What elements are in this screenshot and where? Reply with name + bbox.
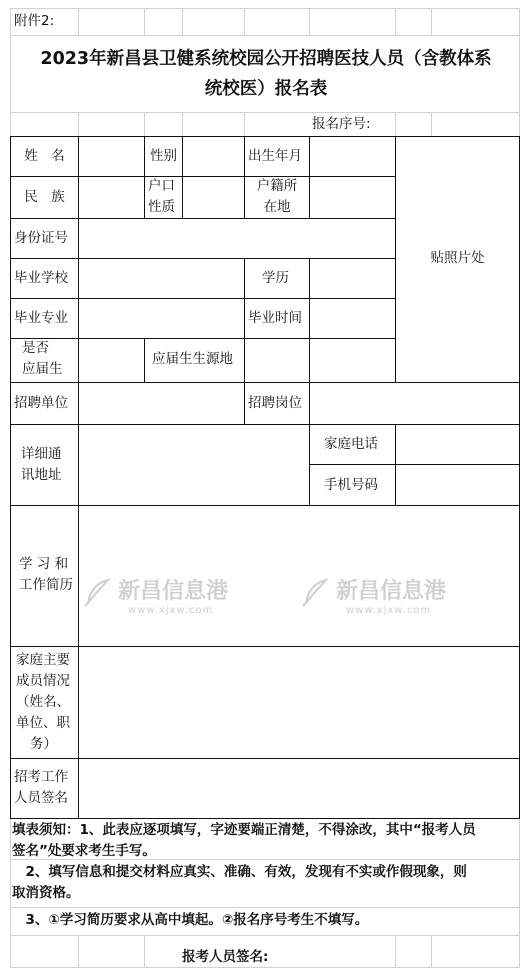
serial-number-label: 报名序号:: [312, 116, 371, 132]
school-label: 毕业学校: [14, 270, 68, 286]
note-1-line1: 填表须知：1、此表应逐项填写，字迹要端正清楚，不得涂改，其中“报考人员: [12, 822, 476, 838]
address-label-line1: 详细通: [21, 446, 62, 462]
feather-logo-icon: [82, 577, 112, 607]
ethnicity-label: 民 族: [24, 189, 65, 205]
fresh-origin-label: 应届生生源地: [152, 351, 233, 367]
grad-time-input[interactable]: [310, 299, 395, 338]
fresh-graduate-label-line2: 应届生: [22, 361, 63, 377]
id-number-input[interactable]: [79, 219, 395, 258]
id-number-label: 身份证号: [14, 230, 68, 246]
form-title: [12, 44, 520, 104]
applicant-signature-field[interactable]: [280, 938, 395, 966]
family-input[interactable]: [79, 647, 519, 758]
degree-input[interactable]: [310, 259, 395, 298]
hukou-place-label-line1: 户籍所: [256, 178, 298, 194]
gender-input[interactable]: [183, 137, 244, 176]
birth-input[interactable]: [310, 137, 395, 176]
gender-label: 性别: [150, 148, 177, 164]
note-2-line2: 取消资格。: [12, 885, 80, 901]
note-2-line1: 2、填写信息和提交材料应真实、准确、有效，发现有不实或作假现象，则: [12, 864, 467, 880]
watermark-url: www.xjxw.com: [128, 605, 214, 616]
resume-label-line2: 工作简历: [19, 577, 73, 593]
note-1: [12, 820, 520, 862]
degree-label: 学历: [262, 270, 289, 286]
hukou-type-label-line2: 性质: [148, 199, 175, 215]
form-title-line1: 2023年新昌县卫健系统校园公开招聘医技人员（含教体系: [40, 49, 492, 69]
birth-label: 出生年月: [248, 148, 302, 164]
grad-time-label: 毕业时间: [248, 310, 302, 326]
hukou-place-input[interactable]: [310, 177, 395, 218]
staff-signature-input[interactable]: [79, 759, 519, 818]
hukou-type-label-line1: 户口: [148, 178, 175, 194]
mobile-label: 手机号码: [324, 477, 378, 493]
family-label-line5: 务）: [30, 736, 57, 752]
family-label-line2: 成员情况: [16, 673, 70, 689]
watermark: [82, 574, 228, 616]
major-label: 毕业专业: [14, 310, 68, 326]
resume-label-line1: 学 习 和: [19, 556, 69, 572]
post-label: 招聘岗位: [248, 395, 302, 411]
address-label-line2: 讯地址: [21, 467, 62, 483]
name-label: 姓 名: [24, 148, 65, 164]
unit-input[interactable]: [79, 383, 244, 424]
note-2: [12, 862, 520, 904]
staff-signature-label-line2: 人员签名: [14, 790, 68, 806]
staff-signature-label-line1: 招考工作: [14, 769, 68, 785]
form-title-line2: 统校医）报名表: [204, 79, 328, 99]
applicant-signature-label: 报考人员签名:: [182, 949, 269, 965]
unit-label: 招聘单位: [14, 395, 68, 411]
note-3: 3、①学习简历要求从高中填起。②报名序号考生不填写。: [12, 912, 369, 928]
watermark-url: www.xjxw.com: [346, 605, 432, 616]
watermark: [300, 574, 446, 616]
hukou-place-label-line2: 在地: [263, 199, 291, 215]
watermark-text: 新昌信息港: [118, 579, 229, 604]
ethnicity-input[interactable]: [79, 177, 144, 218]
watermark-text: 新昌信息港: [336, 579, 447, 604]
name-input[interactable]: [79, 137, 144, 176]
photo-area[interactable]: [396, 137, 519, 382]
hukou-type-input[interactable]: [183, 177, 244, 218]
fresh-graduate-label-line1: 是否: [22, 340, 49, 356]
family-label-line3: （姓名、: [16, 694, 70, 710]
home-phone-input[interactable]: [396, 425, 519, 464]
feather-logo-icon: [300, 577, 330, 607]
photo-placeholder: 贴照片处: [430, 250, 485, 266]
note-1-line2: 签名”处要求考生手写。: [12, 843, 156, 859]
school-input[interactable]: [79, 259, 244, 298]
family-label-line4: 单位、职: [16, 715, 70, 731]
serial-number-field[interactable]: [396, 113, 519, 135]
mobile-input[interactable]: [396, 465, 519, 505]
attachment-label: 附件2:: [14, 13, 55, 29]
family-label-line1: 家庭主要: [16, 652, 70, 668]
home-phone-label: 家庭电话: [324, 436, 378, 452]
major-input[interactable]: [79, 299, 244, 338]
address-input[interactable]: [79, 425, 309, 505]
post-input[interactable]: [310, 383, 519, 424]
fresh-graduate-input[interactable]: [79, 339, 144, 382]
fresh-origin-input[interactable]: [245, 339, 395, 382]
